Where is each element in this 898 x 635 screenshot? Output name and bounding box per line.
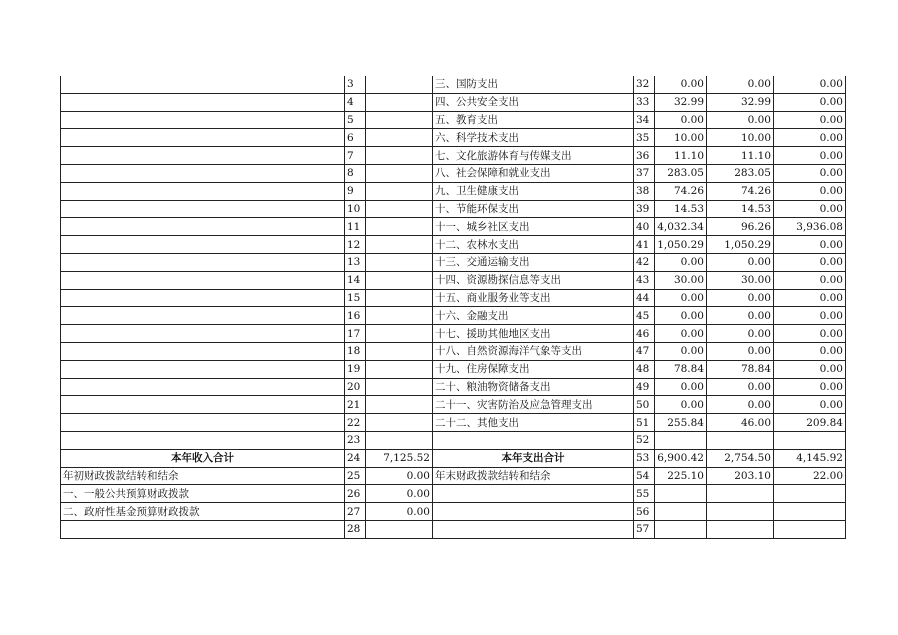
- income-item-name: [61, 236, 345, 254]
- expense-project: 4,145.92: [774, 449, 846, 467]
- expense-line-number: 51: [634, 414, 655, 432]
- income-item-name: [61, 93, 345, 111]
- expense-basic: 0.00: [707, 76, 774, 93]
- table-row: [61, 431, 846, 449]
- expense-basic: 96.26: [707, 218, 774, 236]
- expense-line-number: 36: [634, 147, 655, 165]
- expense-line-number: 45: [634, 307, 655, 325]
- expense-line-number: 50: [634, 396, 655, 414]
- expense-project: 0.00: [774, 271, 846, 289]
- expense-item-name: 年末财政拨款结转和结余: [433, 467, 634, 485]
- income-item-name: [61, 111, 345, 129]
- income-line-number: 9: [345, 182, 366, 200]
- income-item-name: [61, 520, 345, 538]
- expense-line-number: 42: [634, 253, 655, 271]
- expense-basic: [707, 485, 774, 503]
- expense-total: 0.00: [655, 289, 707, 307]
- expense-basic: 203.10: [707, 467, 774, 485]
- expense-line-number: 57: [634, 520, 655, 538]
- income-line-number: 6: [345, 129, 366, 147]
- expense-basic: 0.00: [707, 378, 774, 396]
- expense-line-number: 33: [634, 93, 655, 111]
- expense-item-name: 十九、住房保障支出: [433, 360, 634, 378]
- expense-line-number: 54: [634, 467, 655, 485]
- expense-total: 4,032.34: [655, 218, 707, 236]
- income-amount: [366, 396, 433, 414]
- expense-total: 283.05: [655, 164, 707, 182]
- expense-line-number: 47: [634, 342, 655, 360]
- table-row: [61, 325, 846, 343]
- income-line-number: 20: [345, 378, 366, 396]
- expense-item-name: 十六、金融支出: [433, 307, 634, 325]
- expense-item-name: 十五、商业服务业等支出: [433, 289, 634, 307]
- income-item-name: [61, 200, 345, 218]
- income-item-name: [61, 289, 345, 307]
- expense-total: 0.00: [655, 325, 707, 343]
- expense-total: 14.53: [655, 200, 707, 218]
- income-amount: 7,125.52: [366, 449, 433, 467]
- income-amount: [366, 360, 433, 378]
- income-amount: [366, 253, 433, 271]
- table-row: [61, 378, 846, 396]
- income-amount: [366, 129, 433, 147]
- expense-project: 209.84: [774, 414, 846, 432]
- expense-basic: 78.84: [707, 360, 774, 378]
- expense-project: 0.00: [774, 111, 846, 129]
- expense-line-number: 53: [634, 449, 655, 467]
- expense-project: 0.00: [774, 200, 846, 218]
- expense-total: 30.00: [655, 271, 707, 289]
- expense-project: [774, 431, 846, 449]
- income-amount: [366, 182, 433, 200]
- income-line-number: 13: [345, 253, 366, 271]
- table-row: [61, 307, 846, 325]
- expense-total: [655, 503, 707, 521]
- expense-line-number: 56: [634, 503, 655, 521]
- expense-basic: 10.00: [707, 129, 774, 147]
- income-line-number: 4: [345, 93, 366, 111]
- expense-project: [774, 503, 846, 521]
- expense-line-number: 37: [634, 164, 655, 182]
- budget-table: [60, 76, 846, 539]
- expense-total: 1,050.29: [655, 236, 707, 254]
- expense-line-number: 40: [634, 218, 655, 236]
- expense-total: 6,900.42: [655, 449, 707, 467]
- income-line-number: 21: [345, 396, 366, 414]
- table-row: [61, 76, 846, 93]
- table-row: [61, 520, 846, 538]
- table-row: [61, 218, 846, 236]
- table-row: [61, 360, 846, 378]
- table-row: [61, 111, 846, 129]
- expense-item-name: 本年支出合计: [433, 449, 634, 467]
- table-row: [61, 93, 846, 111]
- table-row: [61, 164, 846, 182]
- income-amount: [366, 414, 433, 432]
- expense-project: 0.00: [774, 253, 846, 271]
- expense-basic: 283.05: [707, 164, 774, 182]
- expense-item-name: 五、教育支出: [433, 111, 634, 129]
- income-line-number: 27: [345, 503, 366, 521]
- income-line-number: 23: [345, 431, 366, 449]
- table-row: [61, 342, 846, 360]
- expense-basic: 11.10: [707, 147, 774, 165]
- income-item-name: [61, 378, 345, 396]
- expense-line-number: 34: [634, 111, 655, 129]
- expense-total: 255.84: [655, 414, 707, 432]
- expense-project: 0.00: [774, 307, 846, 325]
- table-row: [61, 236, 846, 254]
- expense-total: [655, 520, 707, 538]
- expense-total: 74.26: [655, 182, 707, 200]
- expense-item-name: 十三、交通运输支出: [433, 253, 634, 271]
- expense-project: 0.00: [774, 182, 846, 200]
- expense-project: [774, 520, 846, 538]
- table-row: [61, 414, 846, 432]
- income-amount: 0.00: [366, 485, 433, 503]
- expense-line-number: 52: [634, 431, 655, 449]
- income-item-name: [61, 396, 345, 414]
- income-item-name: 本年收入合计: [61, 449, 345, 467]
- table-total-row: [61, 449, 846, 467]
- expense-item-name: 十、节能环保支出: [433, 200, 634, 218]
- expense-basic: 0.00: [707, 325, 774, 343]
- expense-item-name: [433, 485, 634, 503]
- income-amount: [366, 271, 433, 289]
- income-amount: [366, 164, 433, 182]
- table-row: [61, 182, 846, 200]
- table-row: [61, 271, 846, 289]
- expense-item-name: [433, 431, 634, 449]
- expense-project: [774, 485, 846, 503]
- expense-line-number: 35: [634, 129, 655, 147]
- expense-item-name: 六、科学技术支出: [433, 129, 634, 147]
- income-amount: [366, 236, 433, 254]
- expense-basic: 32.99: [707, 93, 774, 111]
- expense-project: 0.00: [774, 147, 846, 165]
- expense-project: 0.00: [774, 164, 846, 182]
- income-line-number: 22: [345, 414, 366, 432]
- income-item-name: [61, 182, 345, 200]
- expense-basic: [707, 520, 774, 538]
- expense-line-number: 49: [634, 378, 655, 396]
- expense-total: 0.00: [655, 342, 707, 360]
- income-amount: [366, 289, 433, 307]
- income-item-name: [61, 164, 345, 182]
- income-amount: [366, 111, 433, 129]
- expense-total: 0.00: [655, 396, 707, 414]
- expense-basic: 46.00: [707, 414, 774, 432]
- expense-basic: 0.00: [707, 289, 774, 307]
- expense-basic: 0.00: [707, 396, 774, 414]
- income-item-name: [61, 431, 345, 449]
- expense-basic: 1,050.29: [707, 236, 774, 254]
- income-line-number: 28: [345, 520, 366, 538]
- expense-project: 3,936.08: [774, 218, 846, 236]
- income-amount: [366, 76, 433, 93]
- expense-project: 22.00: [774, 467, 846, 485]
- income-amount: [366, 200, 433, 218]
- income-amount: 0.00: [366, 503, 433, 521]
- expense-project: 0.00: [774, 289, 846, 307]
- expense-item-name: 二十、粮油物资储备支出: [433, 378, 634, 396]
- expense-item-name: 十八、自然资源海洋气象等支出: [433, 342, 634, 360]
- expense-item-name: 九、卫生健康支出: [433, 182, 634, 200]
- income-item-name: [61, 342, 345, 360]
- table-row: [61, 253, 846, 271]
- expense-total: 0.00: [655, 378, 707, 396]
- income-line-number: 24: [345, 449, 366, 467]
- expense-line-number: 55: [634, 485, 655, 503]
- expense-basic: 74.26: [707, 182, 774, 200]
- table-row: [61, 200, 846, 218]
- expense-item-name: 十二、农林水支出: [433, 236, 634, 254]
- expense-basic: 0.00: [707, 307, 774, 325]
- table-row: [61, 289, 846, 307]
- income-line-number: 15: [345, 289, 366, 307]
- expense-item-name: [433, 520, 634, 538]
- expense-line-number: 46: [634, 325, 655, 343]
- income-item-name: [61, 129, 345, 147]
- income-amount: [366, 520, 433, 538]
- table-row: [61, 485, 846, 503]
- expense-project: 0.00: [774, 378, 846, 396]
- expense-project: 0.00: [774, 236, 846, 254]
- expense-project: 0.00: [774, 325, 846, 343]
- expense-line-number: 41: [634, 236, 655, 254]
- expense-item-name: 三、国防支出: [433, 76, 634, 93]
- income-amount: 0.00: [366, 467, 433, 485]
- income-amount: [366, 431, 433, 449]
- income-item-name: 一、一般公共预算财政拨款: [61, 485, 345, 503]
- expense-basic: 30.00: [707, 271, 774, 289]
- expense-basic: 0.00: [707, 342, 774, 360]
- income-line-number: 16: [345, 307, 366, 325]
- expense-project: 0.00: [774, 342, 846, 360]
- expense-project: 0.00: [774, 129, 846, 147]
- income-line-number: 5: [345, 111, 366, 129]
- income-line-number: 17: [345, 325, 366, 343]
- income-item-name: [61, 218, 345, 236]
- income-amount: [366, 307, 433, 325]
- table-row: [61, 467, 846, 485]
- income-line-number: 3: [345, 76, 366, 93]
- expense-total: 0.00: [655, 111, 707, 129]
- expense-project: 0.00: [774, 360, 846, 378]
- expense-line-number: 43: [634, 271, 655, 289]
- expense-item-name: 八、社会保障和就业支出: [433, 164, 634, 182]
- expense-basic: 0.00: [707, 253, 774, 271]
- expense-basic: [707, 503, 774, 521]
- expense-item-name: 十七、援助其他地区支出: [433, 325, 634, 343]
- expense-total: 78.84: [655, 360, 707, 378]
- income-line-number: 14: [345, 271, 366, 289]
- table-row: [61, 129, 846, 147]
- income-item-name: [61, 325, 345, 343]
- expense-basic: [707, 431, 774, 449]
- expense-item-name: 十四、资源勘探信息等支出: [433, 271, 634, 289]
- income-item-name: [61, 414, 345, 432]
- income-item-name: [61, 147, 345, 165]
- expense-total: 10.00: [655, 129, 707, 147]
- income-amount: [366, 218, 433, 236]
- expense-item-name: 四、公共安全支出: [433, 93, 634, 111]
- expense-item-name: 二十二、其他支出: [433, 414, 634, 432]
- expense-project: 0.00: [774, 396, 846, 414]
- expense-total: 32.99: [655, 93, 707, 111]
- income-line-number: 26: [345, 485, 366, 503]
- expense-total: [655, 431, 707, 449]
- expense-item-name: 二十一、灾害防治及应急管理支出: [433, 396, 634, 414]
- table-row: [61, 147, 846, 165]
- table-row: [61, 396, 846, 414]
- expense-line-number: 48: [634, 360, 655, 378]
- expense-total: [655, 485, 707, 503]
- income-line-number: 18: [345, 342, 366, 360]
- income-amount: [366, 378, 433, 396]
- expense-line-number: 39: [634, 200, 655, 218]
- income-line-number: 7: [345, 147, 366, 165]
- expense-item-name: 十一、城乡社区支出: [433, 218, 634, 236]
- expense-total: 0.00: [655, 307, 707, 325]
- income-amount: [366, 93, 433, 111]
- expense-total: 0.00: [655, 76, 707, 93]
- expense-item-name: 七、文化旅游体育与传媒支出: [433, 147, 634, 165]
- income-line-number: 10: [345, 200, 366, 218]
- expense-total: 0.00: [655, 253, 707, 271]
- table-row: [61, 503, 846, 521]
- income-item-name: [61, 76, 345, 93]
- expense-total: 11.10: [655, 147, 707, 165]
- income-item-name: 年初财政拨款结转和结余: [61, 467, 345, 485]
- income-amount: [366, 147, 433, 165]
- income-line-number: 25: [345, 467, 366, 485]
- income-line-number: 12: [345, 236, 366, 254]
- expense-item-name: [433, 503, 634, 521]
- income-amount: [366, 325, 433, 343]
- income-line-number: 8: [345, 164, 366, 182]
- expense-basic: 14.53: [707, 200, 774, 218]
- income-item-name: [61, 307, 345, 325]
- expense-project: 0.00: [774, 93, 846, 111]
- income-item-name: [61, 360, 345, 378]
- income-amount: [366, 342, 433, 360]
- expense-line-number: 32: [634, 76, 655, 93]
- income-line-number: 19: [345, 360, 366, 378]
- table-body: [61, 76, 846, 538]
- expense-basic: 0.00: [707, 111, 774, 129]
- income-line-number: 11: [345, 218, 366, 236]
- expense-line-number: 38: [634, 182, 655, 200]
- expense-project: 0.00: [774, 76, 846, 93]
- expense-total: 225.10: [655, 467, 707, 485]
- expense-basic: 2,754.50: [707, 449, 774, 467]
- income-item-name: [61, 253, 345, 271]
- expense-line-number: 44: [634, 289, 655, 307]
- income-item-name: 二、政府性基金预算财政拨款: [61, 503, 345, 521]
- income-item-name: [61, 271, 345, 289]
